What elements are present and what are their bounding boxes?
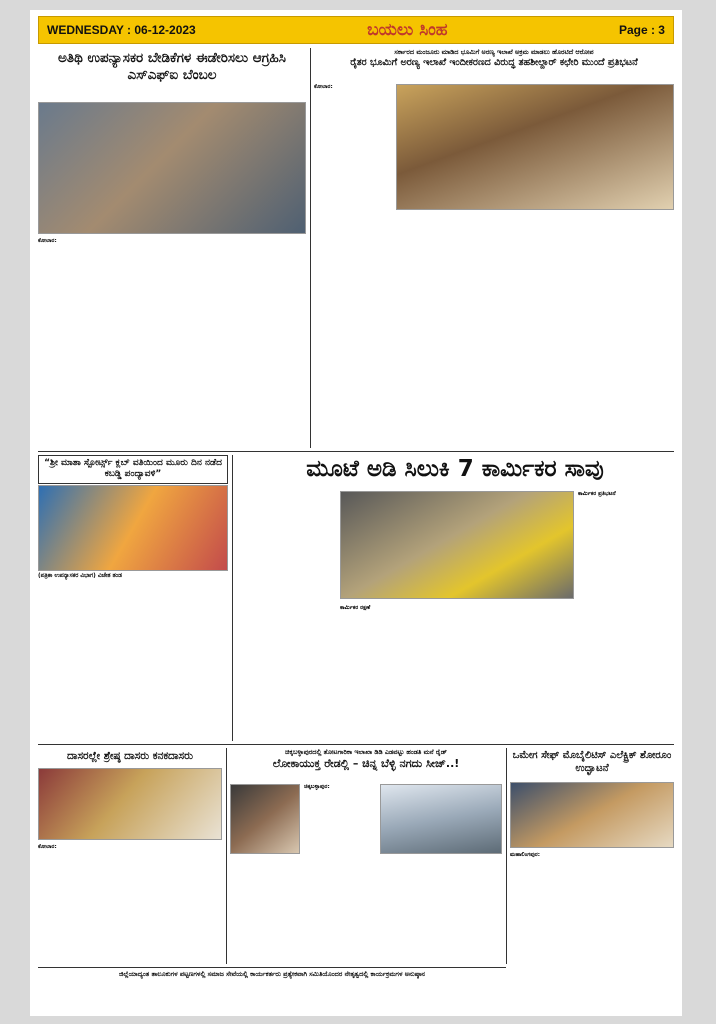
headline-ev-showroom: ಒಮೇಗ ಸೇಫ್ ಮೊಬೈಲಿಟಿಸ್ ಎಲೆಕ್ಟ್ರಿಕ್ ಶೋರೂಂ ಉದ್ಘಾಟನೆ <box>512 750 672 774</box>
photo-collapse-site <box>340 491 574 599</box>
subhead-worker-protest: ಕಾರ್ಮಿಕರ ಪ್ರತಿಭಟನೆ <box>578 491 616 497</box>
body-forest-dept-rest <box>314 216 674 448</box>
caption-kabaddi: (ಪತ್ರಿಕಾ ಉಪನ್ಯಾಸಕರ ವಿಭಾಗ) ವಿಜೇತ ತಂಡ <box>38 573 122 579</box>
dateline-forest-dept: ಕೋಲಾರ: <box>314 84 333 90</box>
article-lokayukta <box>230 748 502 964</box>
article-footer <box>38 970 506 1014</box>
section-divider <box>38 744 674 745</box>
kicker-forest-dept: ಸರ್ಕಾರದ ಮಂಜೂರು ಮಾಡಿದ ಭೂಮಿಗೆ ಅರಣ್ಯ ಇಲಾಖೆ ಅಕ್ರಮ ಮಾಡಲು ಹೊರಟಿದೆ ಆರೋಪ <box>394 48 594 56</box>
column-divider <box>310 48 311 448</box>
dateline-lokayukta: ಚಿಕ್ಕಬಳ್ಳಾಪುರ: <box>304 784 330 790</box>
dateline-guest-lecturers: ಕೋಲಾರ: <box>38 238 57 244</box>
dateline-ev-showroom: ಮಹಾಲಿಂಗಪುರ: <box>510 852 540 858</box>
body-kabaddi <box>38 585 228 741</box>
masthead <box>38 16 674 44</box>
body-lokayukta <box>230 858 502 964</box>
article-forest-dept <box>314 48 674 448</box>
photo-kanakadasa-event <box>38 768 222 840</box>
photo-raided-building <box>380 784 502 854</box>
section-divider <box>38 967 506 968</box>
body-footer <box>38 980 506 1014</box>
body-lokayukta-col <box>304 784 376 854</box>
dateline-kanakadasa: ಕೋಲಾರ: <box>38 844 57 850</box>
kicker-lokayukta: ಚಿಕ್ಕಬಳ್ಳಾಪುರದಲ್ಲಿ ತೋಟಗಾರಿಕಾ ಇಲಾಖಾ ಡಿಡಿ ಎಡವಟ್ಟು ಹಂಡತಿ ಮನೆ ರೈಡ್ <box>285 748 447 756</box>
photo-showroom-inauguration <box>510 782 674 848</box>
article-kabaddi <box>38 455 228 741</box>
article-guest-lecturers <box>38 48 306 448</box>
headline-forest-dept: ರೈತರ ಭೂಮಿಗೆ ಅರಣ್ಯ ಇಲಾಖೆ ಇಂದೀಕರಣದ ವಿರುದ್ಧ ತಹಶೀಲ್ದಾರ್ ಕಛೇರಿ ಮುಂದೆ ಪ್ರತಿಭಟನೆ <box>350 57 638 69</box>
headline-footer: ಜಿಲ್ಲೆಯಾದ್ಯಂತ ತಾಲೂಕುಗಳ ಪಟ್ಟಣಗಳಲ್ಲಿ ಸಮಾಜ ಸೇವೆಯಲ್ಲಿ ಕಾರ್ಯಕರ್ತರು ಪ್ರತ್ಯೇಕವಾಗಿ ಸಮಿತಿಯೊಂದರ ನೇತೃತ್ವದಲ್ಲಿ ಕಾರ್ಯಕ್ರಮಗಳ ಅನುಷ್ಠಾನ <box>118 970 426 978</box>
newspaper-title: ಬಯಲು ಸಿಂಹ <box>367 20 448 40</box>
page-number: Page : 3 <box>618 23 665 37</box>
photo-guest-lecturers <box>38 102 306 234</box>
issue-date: WEDNESDAY : 06-12-2023 <box>47 23 196 37</box>
photo-kabaddi-team <box>38 485 228 571</box>
headline-guest-lecturers: ಅತಿಥಿ ಉಪನ್ಯಾಸಕರ ಬೇಡಿಕೆಗಳ ಈಡೇರಿಸಲು ಆಗ್ರಹಿಸಿ ಎಸ್ಎಫ್ಐ ಬೆಂಬಲ <box>58 50 286 83</box>
photo-forest-protest <box>396 84 674 210</box>
article-kanakadasa <box>38 748 222 964</box>
body-ev-showroom <box>510 852 674 1008</box>
headline-kabaddi: “ಶ್ರೀ ಮಾತಾ ಸ್ಪೋರ್ಟ್ಸ್ ಕ್ಲಬ್ ವತಿಯಿಂದ ಮೂರು ದಿನ ನಡೆದ ಕಬಡ್ಡಿ ಪಂದ್ಯಾವಳಿ” <box>38 455 228 484</box>
newspaper-page <box>30 10 682 1016</box>
headline-workers-death: ಮೂಟೆ ಅಡಿ ಸಿಲುಕಿ 7 ಕಾರ್ಮಿಕರ ಸಾವು <box>306 456 604 482</box>
column-divider <box>506 748 507 964</box>
column-divider <box>232 455 233 741</box>
photo-official-portrait <box>230 784 300 854</box>
body-kanakadasa <box>38 844 222 964</box>
subhead-worker-rescue: ಕಾರ್ಮಿಕರ ರಕ್ಷಣೆ <box>340 605 371 611</box>
headline-kanakadasa: ದಾಸರಲ್ಲೇ ಶ್ರೇಷ್ಠ ದಾಸರು ಕನಕದಾಸರು <box>66 750 194 762</box>
column-divider <box>226 748 227 964</box>
headline-lokayukta: ಲೋಕಾಯುಕ್ತ ರೇಡಲ್ಲಿ – ಚಿನ್ನ ಬೆಳ್ಳಿ ನಗದು ಸೀಜ್..! <box>272 757 460 771</box>
section-divider <box>38 451 674 452</box>
body-workers-death-col3 <box>578 491 674 741</box>
body-workers-death-mid <box>340 605 574 741</box>
body-guest-lecturers <box>38 238 306 446</box>
body-forest-dept-col1 <box>314 84 392 216</box>
body-workers-death-col1 <box>236 491 336 741</box>
article-workers-death <box>236 455 674 741</box>
article-ev-showroom <box>510 748 674 1008</box>
